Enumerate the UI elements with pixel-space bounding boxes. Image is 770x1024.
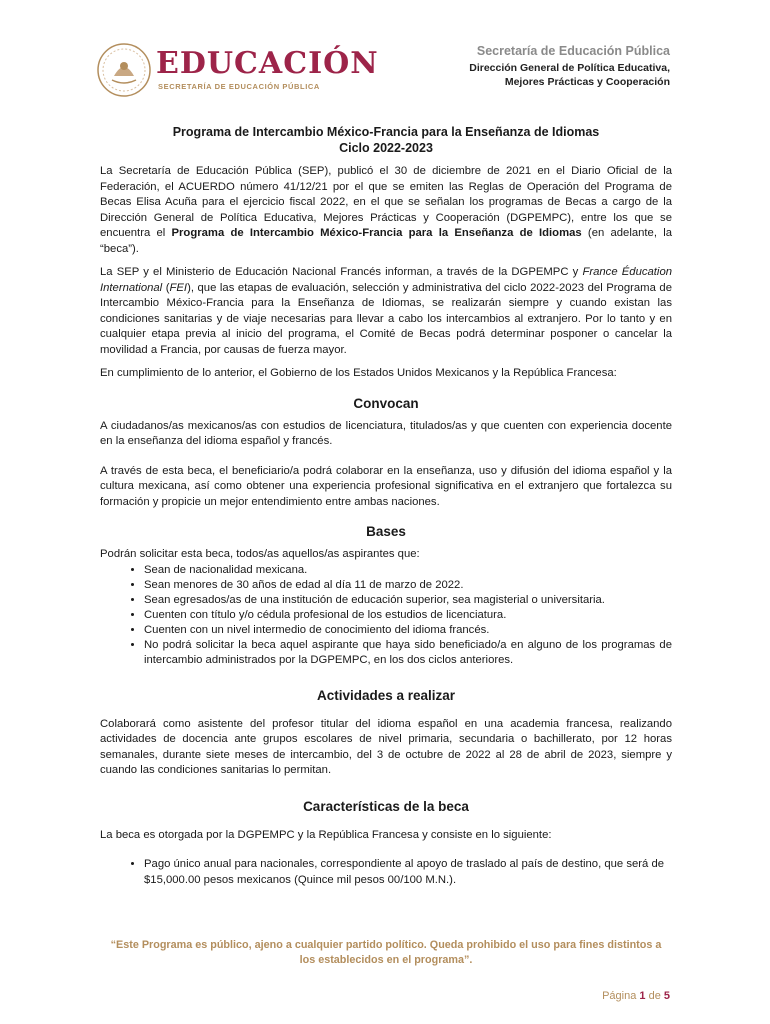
actividades-paragraph: Colaborará como asistente del profesor titular del idioma español en una academia francesa, realizando actividades de docencia ante grupos escolares de nivel primaria, secundaria o bachillerato, por 12 horas semanales, durante siete meses de intercambio, del 3 de octubre de 2022 al 28 de abril de 2023, siempre y cuando las condiciones sanitarias lo permitan. (100, 717, 672, 776)
logo-subtitle: SECRETARÍA DE EDUCACIÓN PÚBLICA (158, 82, 320, 91)
convocan-paragraph-2: A través de esta beca, el beneficiario/a podrá colaborar en la enseñanza, uso y difusión del idioma español y la cultura mexicana, así como obtener una experiencia profesional significativa en el extranjero que fortalezca su formación y propicie un mejor entendimiento entre ambas naciones. (100, 464, 672, 508)
document-body (100, 124, 672, 888)
page-header (0, 0, 770, 110)
actividades-heading: Actividades a realizar (316, 687, 456, 703)
intro-p1-text-c: (en adelante, la “beca”). (100, 227, 672, 255)
convocan-paragraph-1: A ciudadanos/as mexicanos/as con estudios de licenciatura, titulados/as y que cuenten con experiencia docente en la enseñanza del idioma español y francés. (100, 419, 672, 447)
sep-logo (96, 42, 379, 98)
caracteristicas-heading: Características de la beca (303, 798, 469, 814)
document-title (100, 124, 672, 156)
program-name-bold: Programa de Intercambio México-Francia para la Enseñanza de Idiomas (171, 227, 582, 239)
list-item: • Sean de nacionalidad mexicana. (144, 563, 672, 578)
logo-wordmark: EDUCACIÓN (156, 46, 379, 81)
fei-name-italic: France Éducation International (100, 266, 673, 294)
convocan-heading: Convocan (353, 395, 419, 411)
intro-p2-text-c: ), que las etapas de evaluación, selección y administrativa del ciclo 2022-2023 del Programa de Intercambio México-Francia para la Enseñanza de Idiomas, se realizarán siempre y cuando existan las condiciones sanitarias y de viaje necesarias para llevar a cabo los intercambios al extranjero. Por lo tanto y en cualquier etapa previa al inicio del programa, el Comité de Becas podrá determinar posponer o cancelar la movilidad a Francia, por causas de fuerza mayor. (100, 281, 672, 356)
list-item: • Sean egresados/as de una institución de educación superior, sea magisterial o universitaria. (144, 593, 672, 608)
fei-abbr-italic: FEI (169, 281, 188, 294)
list-item: • Pago único anual para nacionales, correspondiente al apoyo de traslado al país de destino, que será de $15,000.00 pesos mexicanos (Quince mil pesos 00/100 M.N.). (144, 857, 672, 888)
intro-p2-text-a: La SEP y el Ministerio de Educación Nacional Francés informan, a través de la DGPEMPC y (100, 266, 583, 278)
page-current: 1 (639, 990, 646, 1002)
department-line-1: Dirección General de Política Educativa, (469, 62, 670, 74)
list-item: • Sean menores de 30 años de edad al día 11 de marzo de 2022. (144, 578, 672, 593)
title-line-1: Programa de Intercambio México-Francia para la Enseñanza de Idiomas (172, 125, 600, 139)
mexican-seal-icon (96, 42, 152, 98)
caracteristicas-list (100, 857, 672, 888)
title-line-2: Ciclo 2022-2023 (339, 141, 433, 155)
agency-name: Secretaría de Educación Pública (476, 44, 670, 58)
header-agency-block (469, 44, 670, 89)
list-item: • No podrá solicitar la beca aquel aspirante que haya sido beneficiado/a en alguno de los programas de intercambio administrados por la DGPEMPC, en los dos ciclos anteriores. (144, 638, 672, 668)
department-line-2: Mejores Prácticas y Cooperación (504, 76, 670, 88)
intro-p2-text-b: ( (162, 281, 170, 294)
bases-intro: Podrán solicitar esta beca, todos/as aquellos/as aspirantes que: (100, 548, 420, 560)
caracteristicas-intro: La beca es otorgada por la DGPEMPC y la República Francesa y consiste en lo siguiente: (100, 828, 552, 841)
intro-paragraph-2 (100, 265, 672, 358)
disclaimer-line-2: los establecidos en el programa”. (299, 954, 473, 966)
bases-heading: Bases (366, 524, 406, 539)
page-prefix: Página (602, 990, 640, 1002)
page-number (602, 990, 670, 1002)
footer-disclaimer (100, 938, 672, 968)
list-item: • Cuenten con un nivel intermedio de conocimiento del idioma francés. (144, 623, 672, 638)
list-item: • Cuenten con título y/o cédula profesional de los estudios de licenciatura. (144, 608, 672, 623)
disclaimer-line-1: “Este Programa es público, ajeno a cualquier partido político. Queda prohibido el uso para fines distintos a (110, 939, 662, 951)
intro-paragraph-1 (100, 164, 672, 257)
intro-paragraph-3: En cumplimiento de lo anterior, el Gobierno de los Estados Unidos Mexicanos y la República Francesa: (100, 367, 617, 379)
page-mid: de (645, 990, 664, 1002)
bases-list (100, 563, 672, 668)
intro-p1-text-a: La Secretaría de Educación Pública (SEP), publicó el 30 de diciembre de 2021 en el Diario Oficial de la Federación, el ACUERDO número 41/12/21 por el que se emiten las Reglas de Operación del Programa de Becas Elisa Acuña para el ejercicio fiscal 2022, en el que se señalan los programas de Becas a cargo de la Dirección General de Política Educativa, Mejores Prácticas y Cooperación (DGPEMPC), entre los que se encuentra el (100, 165, 672, 239)
page-total: 5 (663, 990, 670, 1002)
